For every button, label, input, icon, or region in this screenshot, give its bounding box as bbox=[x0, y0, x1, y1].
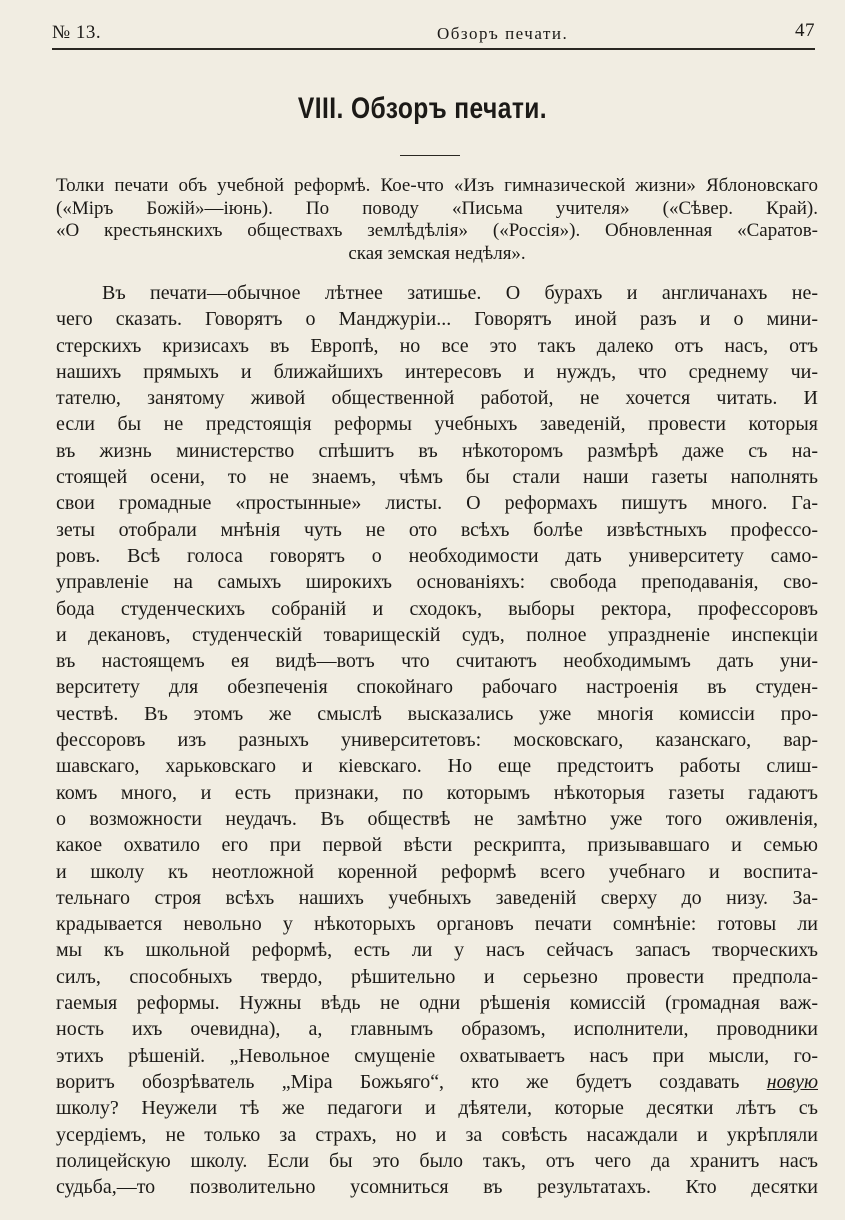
body-line-text: воритъ обозрѣватель „Міра Божьяго“, кто же будетъ создавать bbox=[56, 1070, 740, 1093]
body-line bbox=[56, 1069, 818, 1095]
body-line: ровъ. Всѣ голоса говорятъ о необходимости дать университету само- bbox=[56, 544, 818, 567]
summary-line: («Міръ Божій»—іюнь). По поводу «Письма учителя» («Сѣвер. Край). bbox=[56, 197, 818, 219]
body-line: Въ печати—обычное лѣтнее затишье. О бурахъ и англичанахъ не- bbox=[102, 282, 818, 304]
running-head-title: Обзоръ печати. bbox=[437, 24, 569, 43]
body-line: въ жизнь министерство спѣшитъ въ нѣкоторомъ размѣрѣ даже съ на- bbox=[56, 439, 818, 462]
body-line: и школу къ неотложной коренной реформѣ всего учебнаго и воспита- bbox=[56, 860, 818, 883]
header-rule bbox=[52, 48, 815, 50]
body-line: этихъ рѣшеній. „Невольное смущеніе охватываетъ насъ при мысли, го- bbox=[56, 1044, 818, 1067]
title-divider bbox=[400, 155, 460, 156]
body-line: судьба,—то позволительно усомниться въ результатахъ. Кто десятки bbox=[56, 1176, 818, 1199]
body-line: мы къ школьной реформѣ, есть ли у насъ сейчасъ запасъ творческихъ bbox=[56, 939, 818, 962]
emphasized-word: новую bbox=[766, 1070, 818, 1093]
body-line: о возможности неудачъ. Въ обществѣ не замѣтно уже того оживленія, bbox=[56, 807, 818, 830]
running-head bbox=[52, 18, 815, 48]
body-line: гаемыя реформы. Нужны вѣдь не одни рѣшенія комиссій (громадная важ- bbox=[56, 992, 818, 1015]
body-text bbox=[56, 280, 818, 1200]
summary-line: «О крестьянскихъ обществахъ землѣдѣлія» («Россія»). Обновленная «Саратов- bbox=[56, 220, 818, 241]
issue-number: № 13. bbox=[52, 22, 102, 43]
body-line: ность ихъ очевидна), а, главнымъ образомъ, исполнители, проводники bbox=[56, 1018, 818, 1041]
body-line: управленіе на самыхъ широкихъ основаніяхъ: свобода преподаванія, сво- bbox=[56, 571, 818, 594]
body-line: фессоровъ изъ разныхъ университетовъ: московскаго, казанскаго, вар- bbox=[56, 729, 818, 752]
body-line: чествѣ. Въ этомъ же смыслѣ высказались уже многія комиссіи про- bbox=[56, 702, 818, 725]
body-line: стерскихъ кризисахъ въ Европѣ, но все это такъ далеко отъ насъ, отъ bbox=[56, 334, 818, 357]
summary-line: Толки печати объ учебной реформѣ. Кое-что «Изъ гимназической жизни» Яблоновскаго bbox=[56, 175, 818, 196]
page-number: 47 bbox=[795, 20, 815, 41]
body-line: стоящей осени, то не знаемъ, чѣмъ бы стали наши газеты наполнять bbox=[56, 466, 818, 489]
body-line: какое охватило его при первой вѣсти рескрипта, призывавшаго и семью bbox=[56, 834, 818, 857]
body-line: тельнаго строя всѣхъ нашихъ учебныхъ заведеній сверху до низу. За- bbox=[56, 886, 818, 909]
body-line: чего сказать. Говорятъ о Манджуріи... Говорятъ иной разъ и о мини- bbox=[56, 308, 818, 331]
chapter-summary bbox=[56, 175, 818, 265]
body-line: усердіемъ, не только за страхъ, но и за совѣсть насаждали и укрѣпляли bbox=[56, 1123, 818, 1146]
body-line: крадывается невольно у нѣкоторыхъ органовъ печати сомнѣніе: готовы ли bbox=[56, 913, 818, 936]
body-line: верситету для обезпеченія спокойнаго рабочаго настроенія въ студен- bbox=[56, 676, 818, 699]
body-line: комъ много, и есть признаки, по которымъ нѣкоторыя газеты гадаютъ bbox=[56, 781, 818, 804]
body-line: и декановъ, студенческій товарищескій судъ, полное упраздненіе инспекціи bbox=[56, 623, 818, 646]
body-line: если бы не предстоящія реформы учебныхъ заведеній, провести которыя bbox=[56, 413, 818, 436]
chapter-title: VIII. Обзоръ печати. bbox=[297, 92, 548, 125]
body-line: школу? Неужели тѣ же педагоги и дѣятели, которые десятки лѣтъ съ bbox=[56, 1097, 818, 1120]
summary-line: ская земская недѣля». bbox=[348, 242, 526, 264]
body-line: свои громадные «простынные» листы. О реформахъ пишутъ много. Га- bbox=[56, 492, 818, 515]
body-line: силъ, способныхъ твердо, рѣшительно и серьезно провести предпола- bbox=[56, 965, 818, 988]
body-line: зеты отобрали мнѣнія чуть не ото всѣхъ болѣе извѣстныхъ профессо- bbox=[56, 518, 818, 541]
body-line: нашихъ прямыхъ и ближайшихъ интересовъ и нуждъ, что среднему чи- bbox=[56, 360, 818, 383]
body-line: шавскаго, харьковскаго и кіевскаго. Но еще предстоитъ работы слиш- bbox=[56, 755, 818, 778]
body-line: полицейскую школу. Если бы это было такъ, отъ чего да хранитъ насъ bbox=[56, 1149, 818, 1172]
body-line: бода студенческихъ собраній и сходокъ, выборы ректора, профессоровъ bbox=[56, 597, 818, 620]
body-line: въ настоящемъ ея видѣ—вотъ что считаютъ необходимымъ дать уни- bbox=[56, 650, 818, 673]
body-line: тателю, занятому живой общественной работой, не хочется читать. И bbox=[56, 387, 818, 410]
